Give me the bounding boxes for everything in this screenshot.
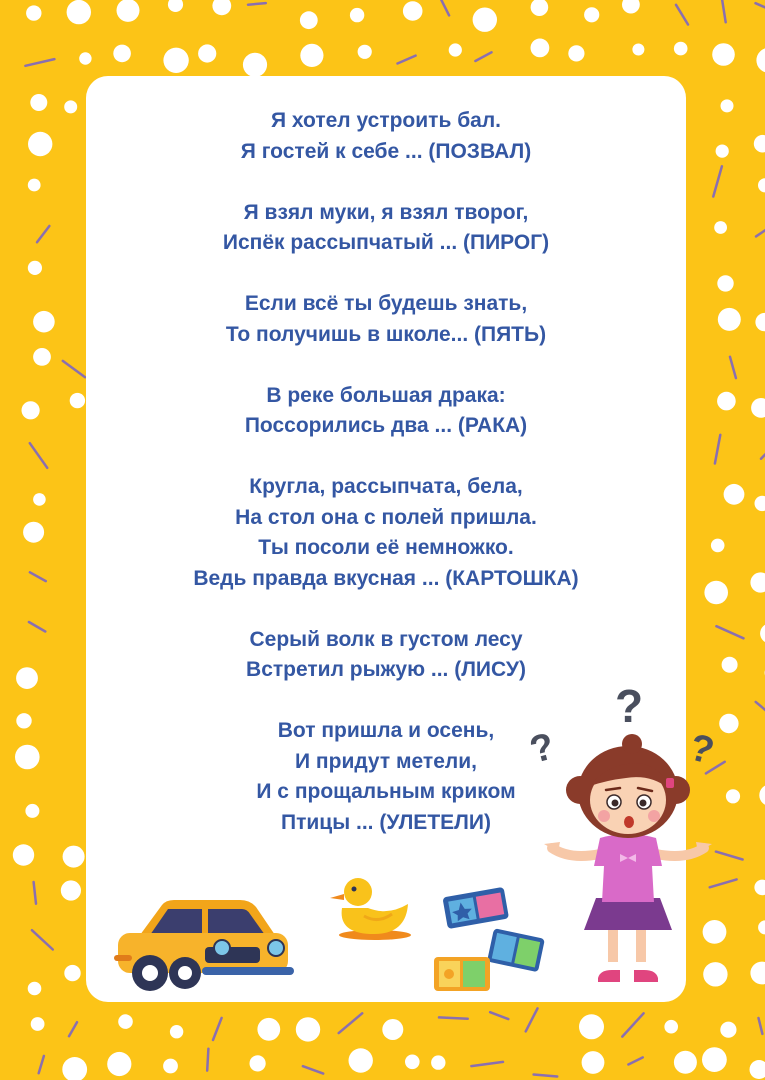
polka-dot <box>257 1018 280 1041</box>
polka-dot <box>568 45 584 61</box>
polka-dot <box>163 48 188 73</box>
polka-dot <box>163 1059 178 1074</box>
polka-dot <box>632 44 644 56</box>
polka-dot <box>760 623 765 643</box>
polka-dot <box>64 100 77 113</box>
confetti-stroke <box>490 1012 508 1019</box>
confetti-stroke <box>622 1013 643 1036</box>
confetti-stroke <box>213 1018 222 1040</box>
confetti-stroke <box>715 435 720 464</box>
confetti-stroke <box>34 882 36 904</box>
poem-line: Вот пришла и осень, <box>277 719 495 742</box>
poem-line: На стол она с полей пришла. <box>235 505 537 529</box>
polka-dot <box>711 539 725 553</box>
polka-dot <box>714 221 727 234</box>
confetti-stroke <box>716 626 743 638</box>
polka-dot <box>28 179 41 192</box>
polka-dot <box>449 43 462 56</box>
polka-dot <box>33 348 51 366</box>
polka-dot <box>754 135 765 153</box>
polka-dot <box>28 982 42 996</box>
polka-dot <box>62 1057 87 1080</box>
polka-dot <box>64 965 80 981</box>
polka-dot <box>473 8 497 32</box>
poem-line: Поссорились два ... (РАКА) <box>244 414 528 437</box>
polka-dot <box>674 1051 697 1074</box>
confetti-stroke <box>439 0 449 15</box>
polka-dot <box>198 44 216 62</box>
polka-dot <box>113 45 131 63</box>
polka-dot <box>350 8 364 22</box>
confetti-stroke <box>63 361 85 377</box>
confetti-stroke <box>471 1062 503 1066</box>
polka-dot <box>702 1047 727 1072</box>
poem-line: Если всё ты будешь знать, <box>244 292 528 315</box>
polka-dot <box>13 844 34 865</box>
rubber-duck-icon <box>328 872 413 942</box>
poem-line: И с прощальным криком <box>256 780 516 803</box>
polka-dot <box>212 0 231 15</box>
polka-dot <box>674 42 688 56</box>
polka-dot <box>63 846 85 868</box>
polka-dot <box>30 94 47 111</box>
polka-dot <box>750 572 765 592</box>
poem-line: Птицы ... (УЛЕТЕЛИ) <box>281 810 491 834</box>
confetti-stroke <box>713 166 722 196</box>
polka-dot <box>33 311 55 333</box>
poem-line: Серый волк в густом лесу <box>249 627 523 651</box>
confetti-stroke <box>759 1018 763 1034</box>
poem-line: И придут метели, <box>295 749 477 773</box>
polka-dot <box>170 1025 183 1038</box>
polka-dot <box>67 0 91 24</box>
confetti-stroke <box>69 1022 77 1036</box>
poem-stanza <box>86 289 686 350</box>
poem-line: Ты посоли её немножко. <box>258 536 514 559</box>
polka-dot <box>704 581 728 605</box>
confetti-stroke <box>756 222 765 236</box>
confetti-stroke <box>398 56 416 64</box>
polka-dot <box>712 43 735 66</box>
polka-dot <box>118 1014 133 1029</box>
polka-dot <box>722 657 738 673</box>
poem-line: Испёк рассыпчатый ... (ПИРОГ) <box>222 231 550 254</box>
poem-line: Я хотел устроить бал. <box>270 109 502 132</box>
polka-dot <box>755 313 765 331</box>
polka-dot <box>724 484 745 505</box>
poem-stanza <box>86 198 686 259</box>
confetti-stroke <box>25 59 54 66</box>
polka-dot <box>579 1014 604 1039</box>
svg-text:?: ? <box>615 680 644 732</box>
polka-dot <box>16 667 38 689</box>
confetti-stroke <box>339 1013 363 1033</box>
polka-dot <box>717 392 736 411</box>
polka-dot <box>716 145 729 158</box>
polka-dot <box>31 1017 45 1031</box>
confetti-stroke <box>756 702 765 716</box>
polka-dot <box>403 1 423 21</box>
polka-dot <box>717 275 733 291</box>
poem-line: В реке большая драка: <box>266 383 506 407</box>
confetti-stroke <box>526 1008 538 1031</box>
polka-dot <box>718 308 741 331</box>
confetti-stroke <box>475 52 491 61</box>
polka-dot <box>531 0 549 16</box>
polka-dot <box>70 393 85 408</box>
poem-stanza <box>86 472 686 594</box>
polka-dot <box>25 804 39 818</box>
confetti-stroke <box>32 930 53 949</box>
polka-dot <box>758 920 765 934</box>
confetti-stroke <box>756 3 765 11</box>
confetti-stroke <box>37 226 49 242</box>
confetti-stroke <box>29 622 45 632</box>
poem-line: Я гостей к себе ... (ПОЗВАЛ) <box>240 139 532 163</box>
polka-dot <box>755 496 765 511</box>
confetti-stroke <box>39 1056 44 1073</box>
polka-dot <box>23 522 44 543</box>
confetti-stroke <box>303 1066 323 1073</box>
polka-dot <box>243 53 267 77</box>
polka-dot <box>584 7 599 22</box>
confetti-stroke <box>730 357 736 378</box>
poem-stanza <box>86 106 686 167</box>
polka-dot <box>358 45 372 59</box>
polka-dot <box>758 178 765 192</box>
polka-dot <box>720 1022 736 1038</box>
poem-line: Я взял муки, я взял творог, <box>243 200 529 224</box>
polka-dot <box>300 44 323 67</box>
polka-dot <box>756 48 765 73</box>
polka-dot <box>382 1019 403 1040</box>
polka-dot <box>16 713 31 728</box>
polka-dot <box>33 493 46 506</box>
confetti-stroke <box>439 1017 468 1018</box>
poem-line: Ведь правда вкусная ... (КАРТОШКА) <box>193 566 579 590</box>
poem-stanza <box>86 625 686 686</box>
svg-text:?: ? <box>685 726 719 773</box>
toy-blocks-icon <box>430 885 550 995</box>
polka-dot <box>750 1060 765 1079</box>
svg-text:?: ? <box>525 725 559 772</box>
confetti-stroke <box>30 572 46 581</box>
polka-dot <box>754 880 765 896</box>
poem-line: Кругла, рассыпчата, бела, <box>249 475 523 498</box>
confetti-stroke <box>207 1049 208 1071</box>
polka-dot <box>117 0 140 22</box>
polka-dot <box>751 398 765 418</box>
polka-dot <box>300 11 318 29</box>
confetti-stroke <box>761 438 765 459</box>
polka-dot <box>79 52 91 64</box>
polka-dot <box>405 1055 420 1070</box>
polka-dot <box>622 0 640 13</box>
confetti-stroke <box>30 443 47 468</box>
polka-dot <box>531 39 550 58</box>
polka-dot <box>28 261 42 275</box>
polka-dot <box>750 962 765 985</box>
poem-line: Встретил рыжую ... (ЛИСУ) <box>246 658 526 681</box>
confetti-stroke <box>248 3 266 5</box>
confetti-stroke <box>534 1075 558 1077</box>
confetti-stroke <box>722 0 726 22</box>
polka-dot <box>107 1052 131 1076</box>
polka-dot <box>296 1017 320 1041</box>
polka-dot <box>431 1055 445 1069</box>
polka-dot <box>61 880 81 900</box>
polka-dot <box>721 99 734 112</box>
polka-dot <box>15 745 40 770</box>
polka-dot <box>22 401 40 419</box>
polka-dot <box>28 132 52 156</box>
confetti-stroke <box>628 1057 642 1064</box>
confetti-stroke <box>676 5 688 25</box>
poem-line: То получишь в школе... (ПЯТЬ) <box>225 322 547 346</box>
poem-stanza <box>86 381 686 442</box>
polka-dot <box>582 1051 605 1074</box>
polka-dot <box>168 0 183 12</box>
polka-dot <box>759 784 765 806</box>
polka-dot <box>250 1055 266 1071</box>
polka-dot <box>726 789 740 803</box>
confused-girl-icon <box>540 730 720 995</box>
polka-dot <box>349 1048 373 1072</box>
toy-car-icon <box>110 895 300 995</box>
polka-dot <box>664 1020 678 1034</box>
polka-dot <box>26 5 41 20</box>
